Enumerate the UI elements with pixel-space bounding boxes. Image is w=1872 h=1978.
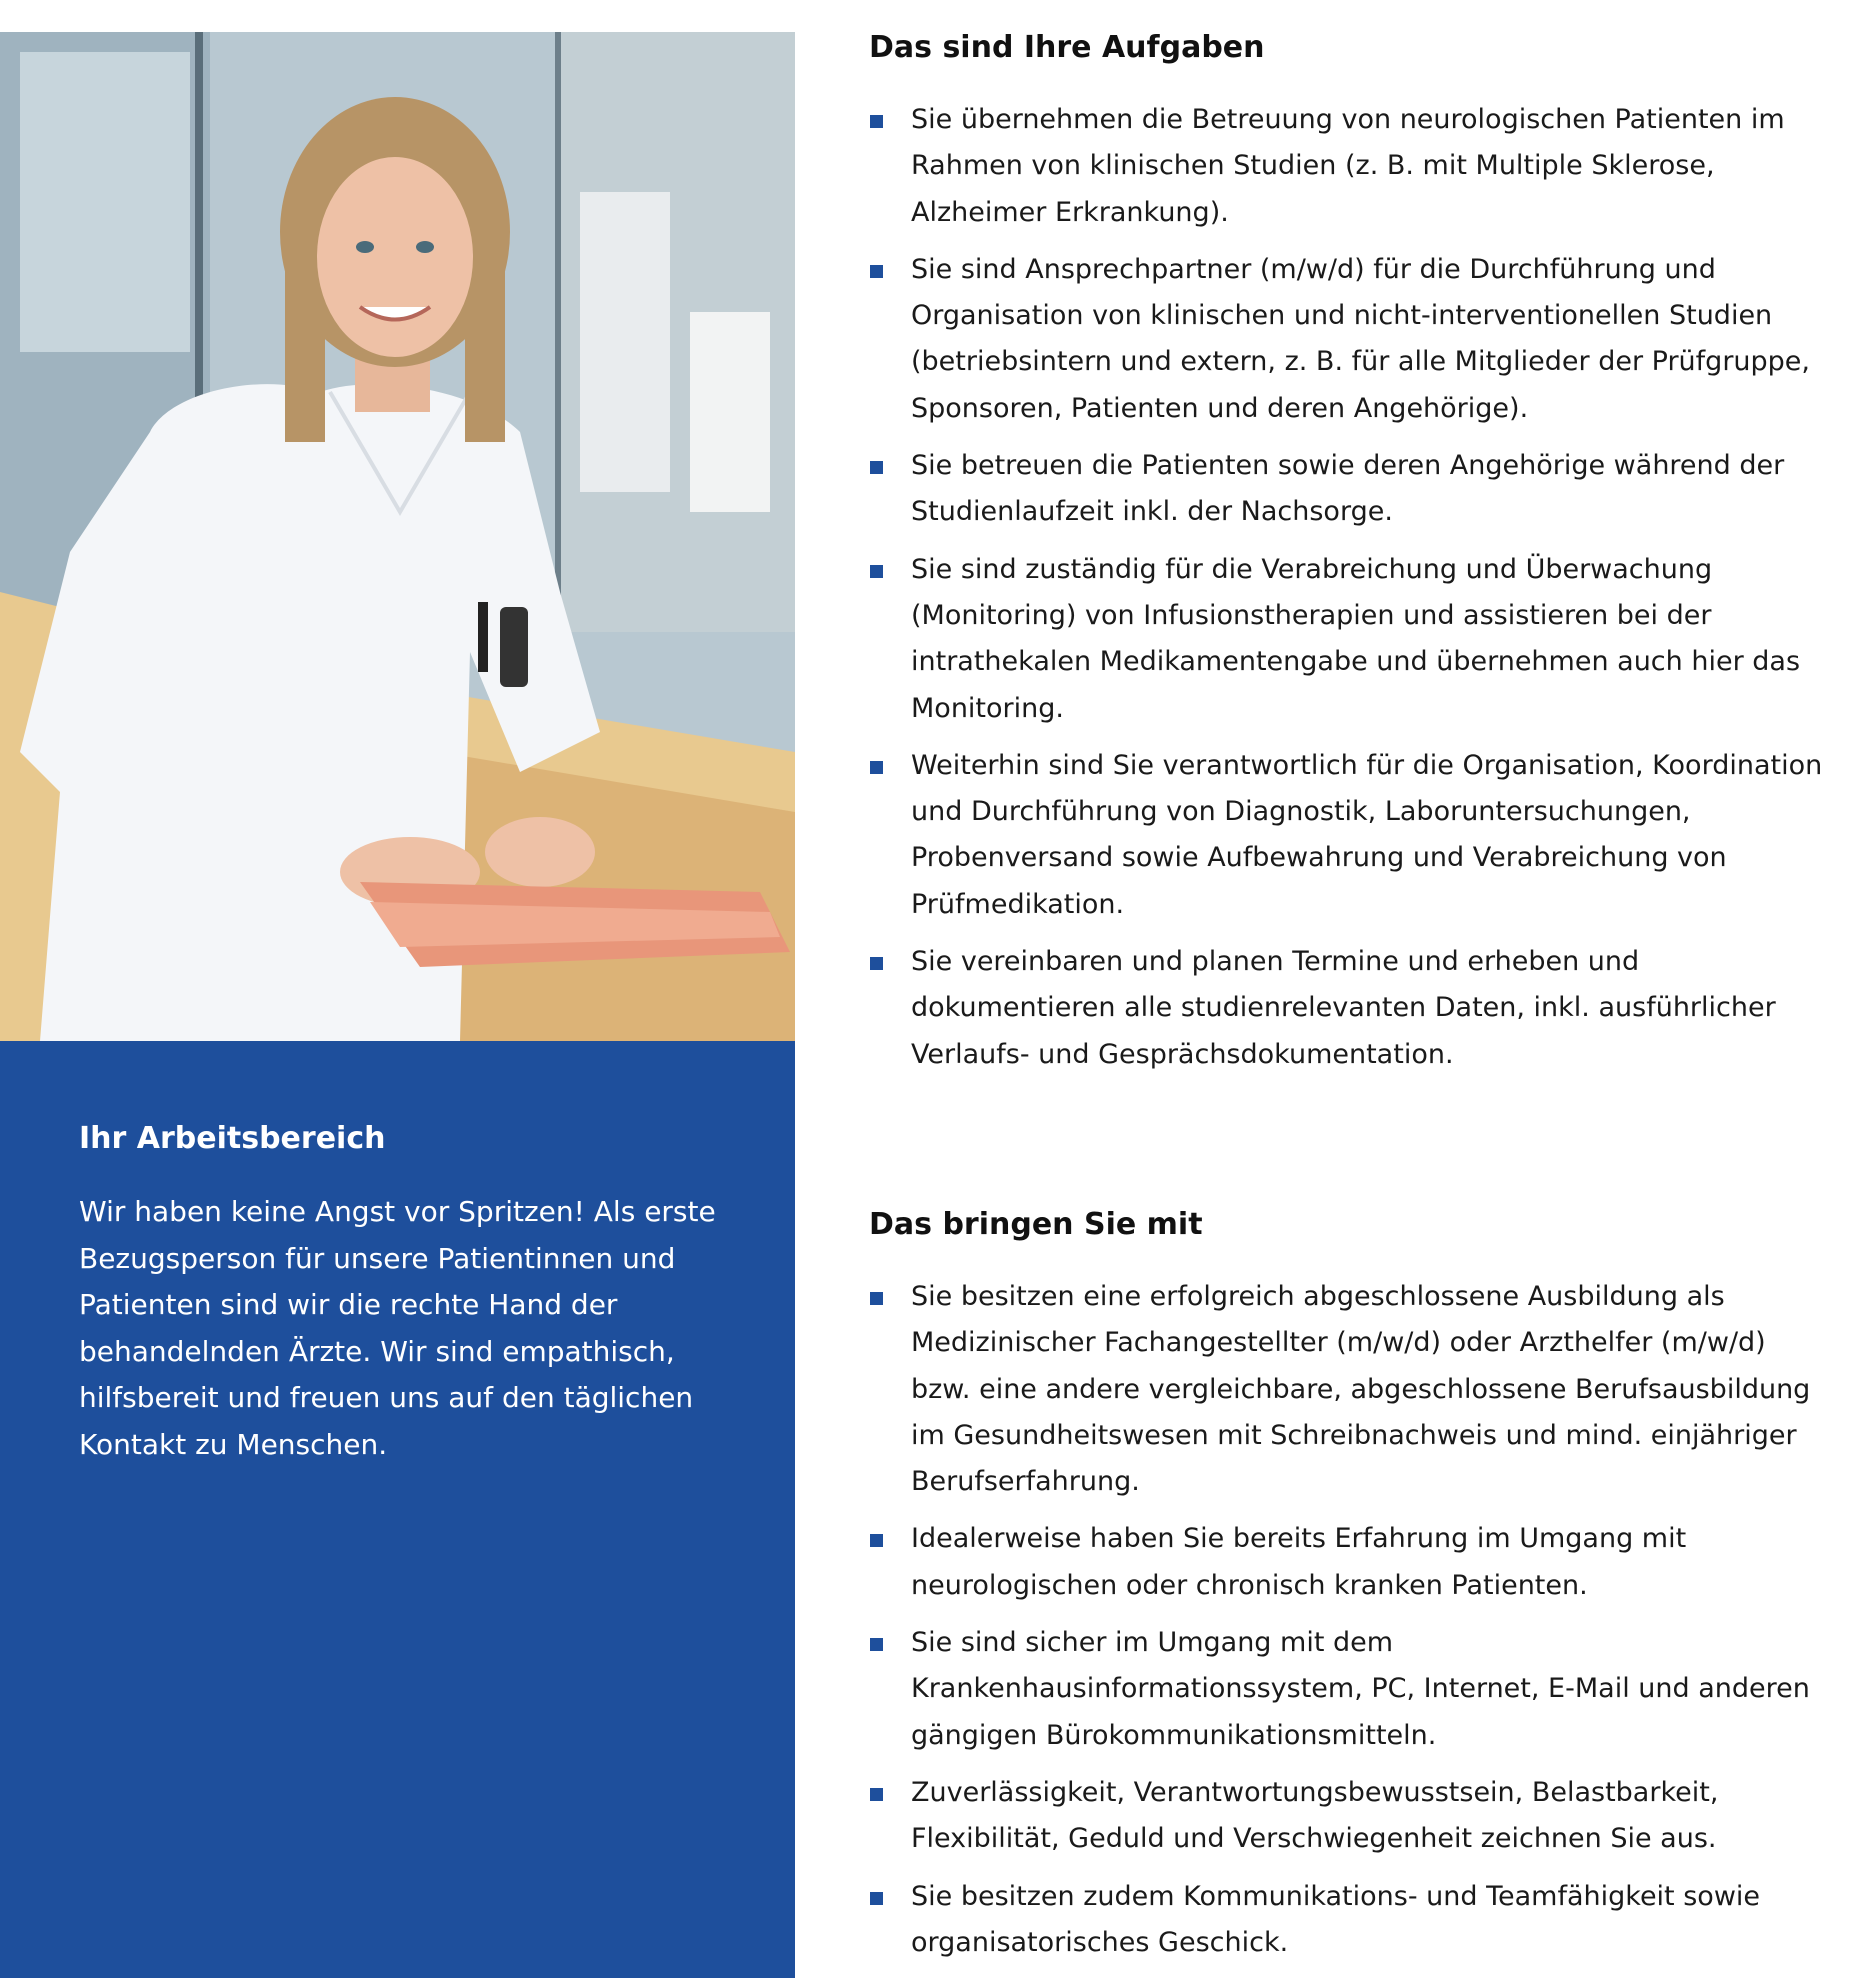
list-item-text: Sie betreuen die Patienten sowie deren Angehörige während der Studienlaufzeit inkl. der Nachsorge. (911, 450, 1785, 528)
work-area-text: Wir haben keine Angst vor Spritzen! Als erste Bezugsperson für unsere Patientinnen und Patienten sind wir die rechte Hand der behandelnden Ärzte. Wir sind empathisch, hilfsbereit und freuen uns auf den täglichen Kontakt zu Menschen. (79, 1195, 716, 1461)
list-item-text: Sie besitzen eine erfolgreich abgeschlossene Ausbildung als Medizinischer Fachangestellter (m/w/d) oder Arzthelfer (m/w/d) bzw. eine andere vergleichbare, abgeschlossene Berufsausbildung im Gesundheitswesen mit Schreibnachweis und mind. einjähriger Berufserfahrung. (911, 1281, 1811, 1498)
square-bullet-icon (870, 1638, 883, 1651)
square-bullet-icon (870, 1892, 883, 1905)
nurse-photo (0, 32, 795, 1041)
square-bullet-icon (870, 115, 883, 128)
work-area-title: Ihr Arbeitsbereich (79, 1121, 386, 1156)
nurse-photo-illustration (0, 32, 795, 1041)
square-bullet-icon (870, 461, 883, 474)
list-item-text: Sie sind zuständig für die Verabreichung und Überwachung (Monitoring) von Infusionstherapien und assistieren bei der intrathekalen Medikamentengabe und übernehmen auch hier das Monitoring. (911, 553, 1801, 724)
tasks-section (869, 28, 1829, 1089)
list-item-text: Sie sind sicher im Umgang mit dem Krankenhausinformationssystem, PC, Internet, E-Mail und anderen gängigen Bürokommunikationsmitteln. (911, 1627, 1810, 1751)
left-column (0, 32, 795, 1978)
list-item-text: Sie besitzen zudem Kommunikations- und Teamfähigkeit sowie organisatorisches Geschick. (911, 1880, 1761, 1958)
requirements-section (869, 1205, 1829, 1977)
square-bullet-icon (870, 565, 883, 578)
square-bullet-icon (870, 761, 883, 774)
tasks-heading: Das sind Ihre Aufgaben (869, 30, 1265, 65)
requirements-list (869, 1274, 1829, 1966)
list-item (869, 443, 1829, 536)
square-bullet-icon (870, 957, 883, 970)
list-item (869, 1516, 1829, 1609)
list-item (869, 97, 1829, 236)
square-bullet-icon (870, 1292, 883, 1305)
square-bullet-icon (870, 1534, 883, 1547)
list-item-text: Idealerweise haben Sie bereits Erfahrung im Umgang mit neurologischen oder chronisch kranken Patienten. (911, 1523, 1687, 1601)
requirements-heading: Das bringen Sie mit (869, 1207, 1203, 1242)
list-item (869, 1274, 1829, 1505)
list-item-text: Sie sind Ansprechpartner (m/w/d) für die Durchführung und Organisation von klinischen und nicht-interventionellen Studien (betriebsintern und extern, z. B. für alle Mitglieder der Prüfgruppe, Sponsoren, Patienten und deren Angehörige). (911, 253, 1811, 424)
list-item-text: Sie übernehmen die Betreuung von neurologischen Patienten im Rahmen von klinischen Studien (z. B. mit Multiple Sklerose, Alzheimer Erkrankung). (911, 104, 1785, 228)
work-area-panel (0, 1041, 795, 1978)
list-item (869, 547, 1829, 732)
tasks-list (869, 97, 1829, 1078)
square-bullet-icon (870, 1788, 883, 1801)
list-item (869, 1620, 1829, 1759)
list-item (869, 1874, 1829, 1967)
list-item (869, 1770, 1829, 1863)
list-item-text: Zuverlässigkeit, Verantwortungsbewusstsein, Belastbarkeit, Flexibilität, Geduld und Verschwiegenheit zeichnen Sie aus. (911, 1776, 1719, 1855)
square-bullet-icon (870, 265, 883, 278)
list-item (869, 743, 1829, 928)
list-item-text: Weiterhin sind Sie verantwortlich für die Organisation, Koordination und Durchführung von Diagnostik, Laboruntersuchungen, Probenversand sowie Aufbewahrung und Verabreichung von Prüfmedikation. (911, 749, 1823, 920)
list-item-text: Sie vereinbaren und planen Termine und erheben und dokumentieren alle studienrelevanten Daten, inkl. ausführlicher Verlaufs- und Gesprächsdokumentation. (911, 946, 1776, 1070)
list-item (869, 939, 1829, 1078)
list-item (869, 247, 1829, 432)
